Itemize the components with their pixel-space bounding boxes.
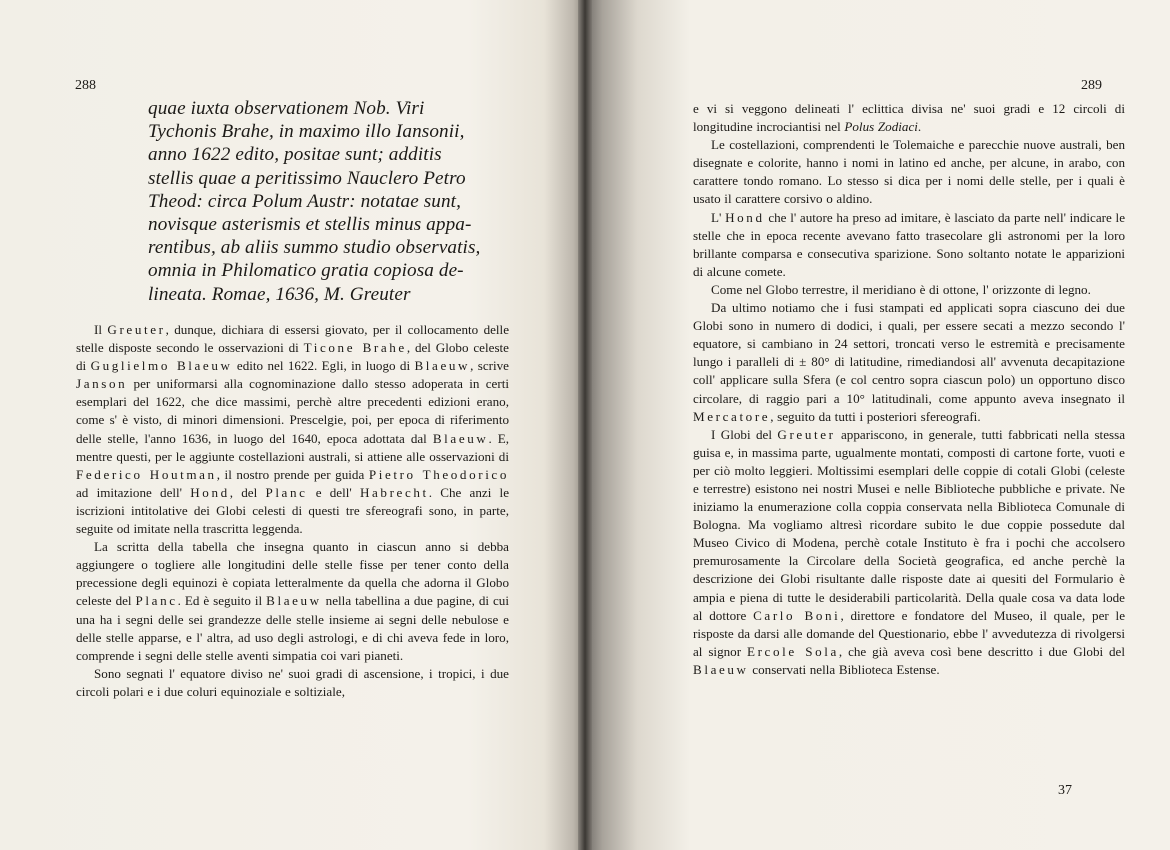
epigraph-line: lineata. Romae, 1636, M. Greuter [148,283,411,305]
page-number-left: 288 [75,78,96,93]
epigraph-line: rentibus, ab aliis summo studio observatis, [148,237,481,259]
latin-epigraph [148,97,481,306]
paragraph: Il Greuter, dunque, dichiara di essersi giovato, per il collocamento delle stelle disposte secondo le osservazioni di Ticone Brahe, del Globo celeste di Guglielmo Blaeuw edito nel 1622. Egli, in luogo di Blaeuw, scrive Janson per uniformarsi alla cognominazione dallo stesso adoperata in certi esemplari del 1622, che dice massimi, perchè altre precedenti edizioni erano, come s' è visto, di minori dimensioni. Prescelgie, poi, per epoca di riferimento delle stelle, l'anno 1636, in luogo del 1640, epoca adottata dal Blaeuw. E, mentre questi, per le aggiunte costellazioni australi, si attiene alle osservazioni di Federico Houtman, il nostro prende per guida Pietro Theodorico ad imitazione dell' Hond, del Planc e dell' Habrecht. Che anzi le iscrizioni intitolative dei Globi celesti di questi tre sfereografi sono, in parte, seguite od imitate nella trascritta leggenda. [76,322,510,537]
paragraph: La scritta della tabella che insegna quanto in ciascun anno si debba aggiungere o togliere alle longitudini delle stelle fisse per tener conto della precessione degli equinozi è copiata letteralmente da quella che adorna il Globo celeste del Planc. Ed è seguito il Blaeuw nella tabellina a due pagine, di cui una ha i segni delle sei grandezze delle stelle insieme ai segni delle nebulose e delle stelle apparse, e l' altra, ad uso degli astrologi, e di chi aveva fede in loro, comprende i segni delle stelle aventi simpatia coi vari pianeti. [76,539,509,663]
epigraph-line: anno 1622 edito, positae sunt; additis [148,144,442,166]
left-body-text [76,321,509,701]
paragraph: Come nel Globo terrestre, il meridiano è di ottone, l' orizzonte di legno. [711,281,1091,297]
book-gutter [578,0,592,850]
epigraph-line: Tychonis Brahe, in maximo illo Iansonii, [148,121,465,143]
paragraph: I Globi del Greuter appariscono, in generale, tutti fabbricati nella stessa guisa e, in massima parte, ugualmente montati, composti di cartone forte, vuoti e per ciò molto leggieri. Moltissimi esemplari delle coppie di cotali Globi (celeste e terrestre) esistono nei nostri Musei e nelle Biblioteche pubbliche e private. Ne iniziamo la enumerazione colla coppia conservata nella Biblioteca Comunale di Bologna. Ma vogliamo altresì ricordare subito le due coppie possedute dal Museo Civico di Modena, perchè cotale Instituto è fra i pochi che accolsero premurosamente la Circolare della Società geografica, ed anche perchè la descrizione dei Globi risultante dalle risposte date ai quesiti del Formulario è ampia e piena di tutte le desiderabili particolarità. Della quale cosa va data lode al dottore Carlo Boni, direttore e fondatore del Museo, il quale, per le risposte da darsi alle domande del Questionario, ebbe l' avvedutezza di rivolgersi al signor Ercole Sola, che già aveva così bene descritto i due Globi del Blaeuw conservati nella Biblioteca Estense. [693,426,1126,677]
page-number-right: 289 [1081,78,1102,93]
epigraph-line: novisque asterismis et stellis minus appa- [148,214,472,236]
paragraph: Da ultimo notiamo che i fusi stampati ed applicati sopra ciascuno dei due Globi sono in numero di dodici, i quali, per essere secati a mezzo secondo l' equatore, si cambiano in 24 settori, troncati verso le estremità e precisamente lungo i paralleli di ± 80° di latitudine, rimediandosi all' avvenuta decapitazione coll' applicare sulla Sfera (e col centro sopra ciascun polo) un opportuno disco circolare, di raggio pari a 10° latitudinali, come appunto aveva insegnato il Mercatore, seguito da tutti i posteriori sfereografi. [693,300,1125,424]
epigraph-line: stellis quae a peritissimo Nauclero Petro [148,167,466,189]
paragraph: Sono segnati l' equatore diviso ne' suoi gradi di ascensione, i tropici, i due circoli polari e i due coluri equinoziale e soltiziale, [76,665,509,699]
epigraph-line: quae iuxta observationem Nob. Viri [148,98,425,119]
epigraph-line: Theod: circa Polum Austr: notatae sunt, [148,190,462,212]
paragraph: Le costellazioni, comprendenti le Tolemaiche e parecchie nuove australi, ben disegnate e colorite, hanno i nomi in latino ed anche, per alcune, in arabo, con carattere tondo romano. Lo stesso si dica per i nomi delle stelle, per i quali è usato il carattere corsivo o aldino. [693,137,1125,207]
signature-mark: 37 [1058,783,1072,798]
epigraph-line: omnia in Philomatico gratia copiosa de- [148,260,464,282]
paragraph: L' Hond che l' autore ha preso ad imitare, è lasciato da parte nell' indicare le stelle che in epoca recente avevano fatto trasecolare gli astronomi per la loro brillante comparsa e consecutiva sparizione. Sono soltanto notate le apparizioni di alcune comete. [693,209,1126,279]
paragraph: e vi si veggono delineati l' eclittica divisa ne' suoi gradi e 12 circoli di longitudine incrociantisi nel Polus Zodiaci. [693,101,1125,135]
right-body-text [693,100,1125,679]
